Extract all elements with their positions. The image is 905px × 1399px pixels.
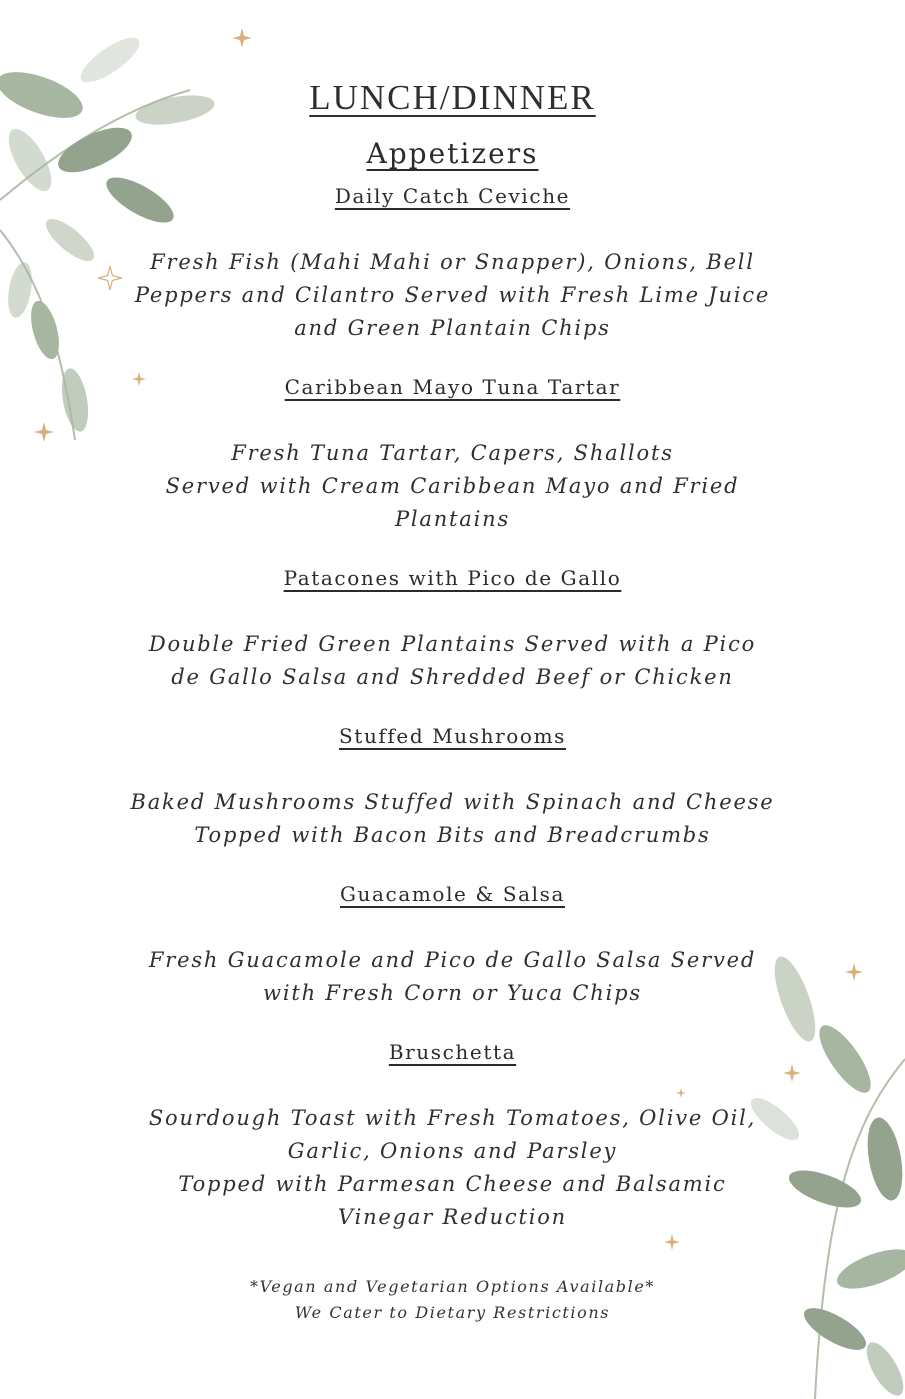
list-item [90,1038,815,1234]
menu-items-list [90,182,815,1234]
list-item [90,880,815,1010]
sparkle-star-icon [845,963,863,981]
section-heading: Appetizers [366,137,539,170]
sparkle-star-icon [34,422,54,442]
menu-item-name: Bruschetta [388,1040,517,1064]
menu-item-name: Stuffed Mushrooms [339,724,566,748]
menu-item-description: Baked Mushrooms Stuffed with Spinach and Cheese Topped with Bacon Bits and Breadcrumbs [130,790,775,847]
menu-item-name: Patacones with Pico de Gallo [283,566,622,590]
menu-item-description: Fresh Tuna Tartar, Capers, Shallots Served with Cream Caribbean Mayo and Fried Plantains [165,441,740,531]
menu-item-name: Caribbean Mayo Tuna Tartar [284,375,621,399]
menu-item-description: Double Fried Green Plantains Served with a Pico de Gallo Salsa and Shredded Beef or Chicken [148,632,757,689]
menu-item-description: Fresh Guacamole and Pico de Gallo Salsa Served with Fresh Corn or Yuca Chips [148,948,757,1005]
menu-title: LUNCH/DINNER [309,78,596,117]
dietary-notes: *Vegan and Vegetarian Options Available* We Cater to Dietary Restrictions [249,1277,656,1322]
menu-item-description: Sourdough Toast with Fresh Tomatoes, Olive Oil, Garlic, Onions and Parsley Topped with Parmesan Cheese and Balsamic Vinegar Reduction [148,1106,757,1229]
list-item [90,373,815,536]
menu-item-name: Guacamole & Salsa [339,882,566,906]
list-item [90,722,815,852]
sparkle-star-icon [232,28,252,48]
menu-card [90,70,815,1326]
menu-item-name: Daily Catch Ceviche [334,184,571,208]
list-item [90,564,815,694]
menu-item-description: Fresh Fish (Mahi Mahi or Snapper), Onions, Bell Peppers and Cilantro Served with Fresh Lime Juice and Green Plantain Chips [134,250,771,340]
list-item [90,182,815,345]
